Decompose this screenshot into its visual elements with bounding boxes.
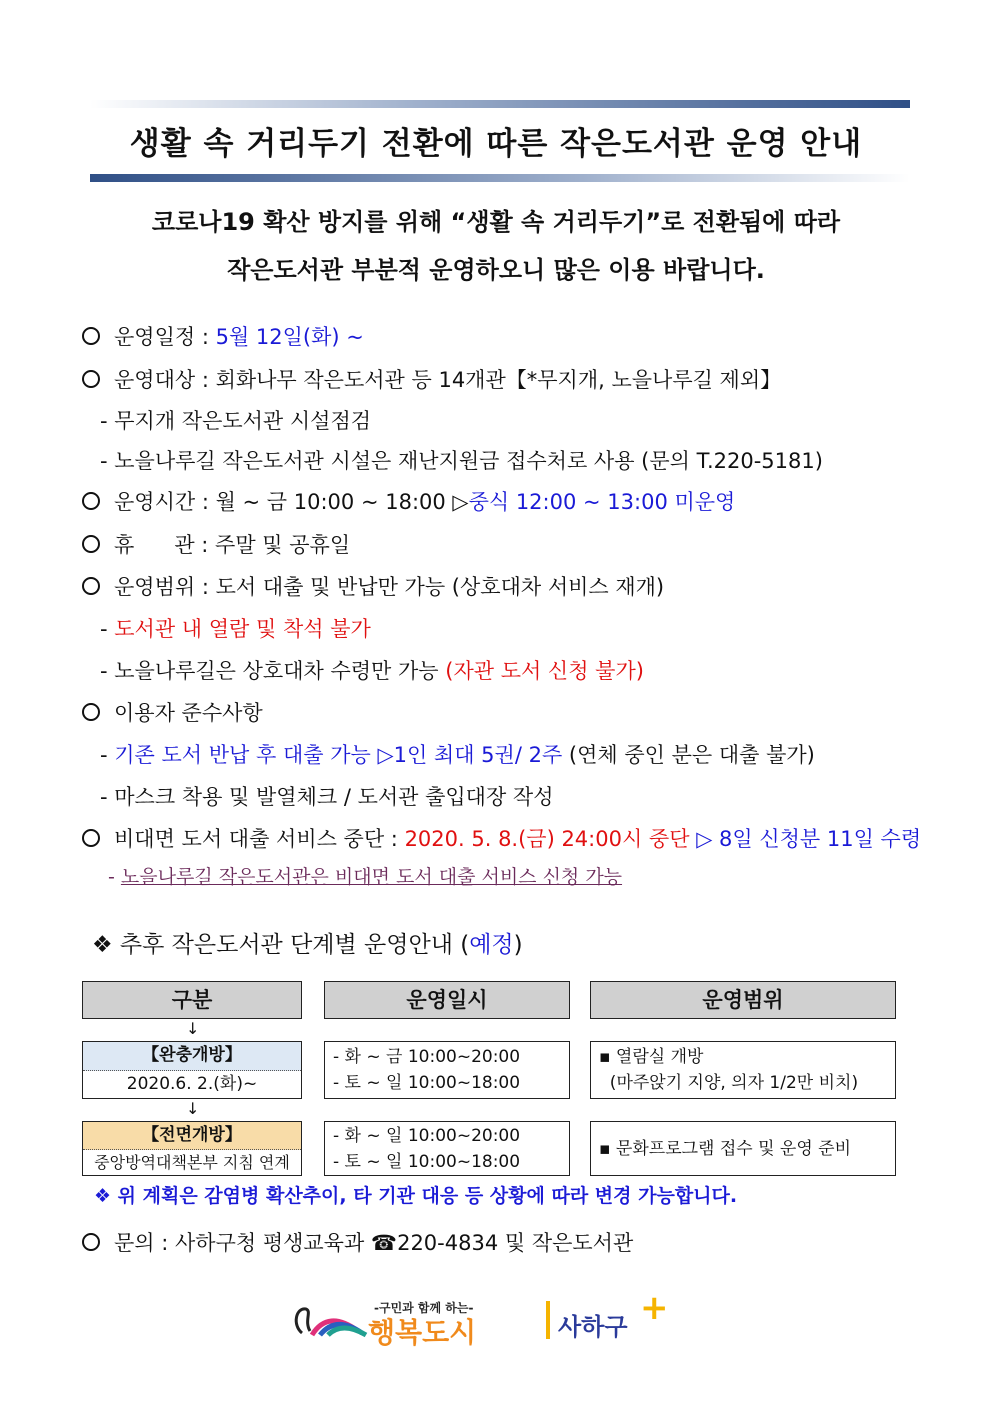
title-top-bar [90, 100, 910, 108]
dash: - [108, 866, 121, 888]
rules-item [82, 698, 263, 728]
scope-sub-2-text: - 노을나루길은 상호대차 수령만 가능 [100, 659, 446, 683]
scope-sub-2-red: (자관 도서 신청 불가) [445, 659, 644, 683]
hours-line: - 화 ~ 금 10:00~20:00 [333, 1047, 521, 1067]
dash: - [100, 743, 115, 767]
noncontact-sub-text[interactable]: 노을나루길 작은도서관은 비대면 도서 대출 서비스 신청 가능 [120, 866, 623, 888]
target-sub-2: - 노을나루길 작은도서관 시설은 재난지원금 접수처로 사용 (문의 T.220-5181) [100, 449, 823, 473]
circle-bullet-icon [82, 535, 100, 553]
stage-1-date: 2020.6. 2.(화)~ [126, 1074, 258, 1094]
circle-bullet-icon [82, 327, 100, 345]
contact-item [82, 1228, 633, 1258]
scope-line: ▪ 열람실 개방 [599, 1047, 704, 1067]
title-bottom-bar [90, 174, 910, 182]
scope-sub-1-text: 도서관 내 열람 및 착석 불가 [114, 617, 371, 641]
stage-1-name: 【완충개방】 [83, 1042, 301, 1071]
schedule-item [82, 322, 364, 352]
plan-note: ❖ 위 계획은 감염병 확산추이, 타 기관 대응 등 상황에 따라 변경 가능합니다. [94, 1185, 738, 1207]
noncontact-blue: ▷ 8일 신청분 11일 수령 [696, 827, 922, 851]
contact-text: 문의 : 사하구청 평생교육과 ☎220-4834 및 작은도서관 [114, 1231, 634, 1255]
circle-bullet-icon [82, 492, 100, 510]
scope-sub-1 [100, 614, 371, 644]
rules-sub-2: - 마스크 착용 및 발열체크 / 도서관 출입대장 작성 [100, 785, 554, 809]
circle-bullet-icon [82, 370, 100, 388]
target-sub-1: - 무지개 작은도서관 시설점검 [100, 409, 372, 433]
rules-text: 이용자 준수사항 [114, 701, 263, 725]
intro-line-2: 작은도서관 부분적 운영하오니 많은 이용 바랍니다. [227, 256, 765, 284]
noncontact-label: 비대면 도서 대출 서비스 중단 : [114, 827, 405, 851]
plan-heading-end: ) [513, 932, 523, 958]
stage-1-hours [324, 1041, 570, 1099]
noncontact-item [82, 824, 921, 854]
hours-line: - 토 ~ 일 10:00~18:00 [333, 1152, 521, 1172]
stage-2-scope [590, 1121, 896, 1176]
logo-name: 행복도시 [368, 1316, 477, 1349]
page-title: 생활 속 거리두기 전환에 따른 작은도서관 운영 안내 [129, 126, 863, 162]
rules-sub-1-blue: 기존 도서 반납 후 대출 가능 ▷1인 최대 5권/ 2주 [114, 743, 563, 767]
hours-item [82, 487, 735, 517]
scope-item [82, 572, 664, 602]
scope-text: 운영범위 : 도서 대출 및 반납만 가능 (상호대차 서비스 재개) [114, 575, 665, 599]
header-hours: 운영일시 [324, 981, 570, 1019]
scope-line: ▪ 문화프로그램 접수 및 운영 준비 [599, 1139, 852, 1159]
stage-2-name: 【전면개방】 [83, 1122, 301, 1150]
header-scope: 운영범위 [590, 981, 896, 1019]
logo-tagline: -구민과 함께 하는- [374, 1301, 474, 1315]
logo-brand: 사하구 [558, 1313, 628, 1341]
hours-value: 중식 12:00 ~ 13:00 미운영 [468, 490, 736, 514]
rules-sub-1-rest: (연체 중인 분은 대출 불가) [562, 743, 815, 767]
schedule-label: 운영일정 : [114, 325, 216, 349]
dash: - [100, 617, 115, 641]
noncontact-sub [108, 862, 622, 892]
stage-1-box [82, 1041, 302, 1099]
rules-sub-1 [100, 740, 815, 770]
hours-line: - 토 ~ 일 10:00~18:00 [333, 1073, 521, 1093]
target-item [82, 365, 781, 395]
intro-line-1: 코로나19 확산 방지를 위해 “생활 속 거리두기”로 전환됨에 따라 [151, 208, 841, 236]
down-arrow-icon: ↓ [186, 1099, 200, 1118]
swan-logo-icon [288, 1295, 368, 1345]
circle-bullet-icon [82, 703, 100, 721]
scope-sub-2 [100, 656, 644, 686]
closed-item [82, 530, 350, 560]
hours-label: 운영시간 : 월 ~ 금 10:00 ~ 18:00 ▷ [114, 490, 469, 514]
stage-2-hours [324, 1121, 570, 1176]
hours-line: - 화 ~ 일 10:00~20:00 [333, 1126, 521, 1146]
header-category: 구분 [82, 981, 302, 1019]
plan-heading-blue: 예정 [469, 932, 514, 958]
circle-bullet-icon [82, 1233, 100, 1251]
plus-icon: + [640, 1288, 669, 1328]
closed-text: 휴 관 : 주말 및 공휴일 [114, 533, 351, 557]
target-text: 운영대상 : 회화나무 작은도서관 등 14개관【*무지개, 노을나루길 제외】 [114, 368, 782, 392]
scope-line: (마주앉기 지양, 의자 1/2만 비치) [599, 1073, 859, 1093]
circle-bullet-icon [82, 577, 100, 595]
schedule-value: 5월 12일(화) ~ [215, 325, 364, 349]
plan-heading [92, 930, 523, 960]
stage-2-desc: 중앙방역대책본부 지침 연계 [94, 1152, 290, 1172]
stage-1-scope [590, 1041, 896, 1099]
down-arrow-icon: ↓ [186, 1019, 200, 1038]
stage-2-box [82, 1121, 302, 1176]
noncontact-red: 2020. 5. 8.(금) 24:00시 중단 [404, 827, 697, 851]
plan-heading-text: ❖ 추후 작은도서관 단계별 운영안내 ( [92, 932, 470, 958]
circle-bullet-icon [82, 829, 100, 847]
